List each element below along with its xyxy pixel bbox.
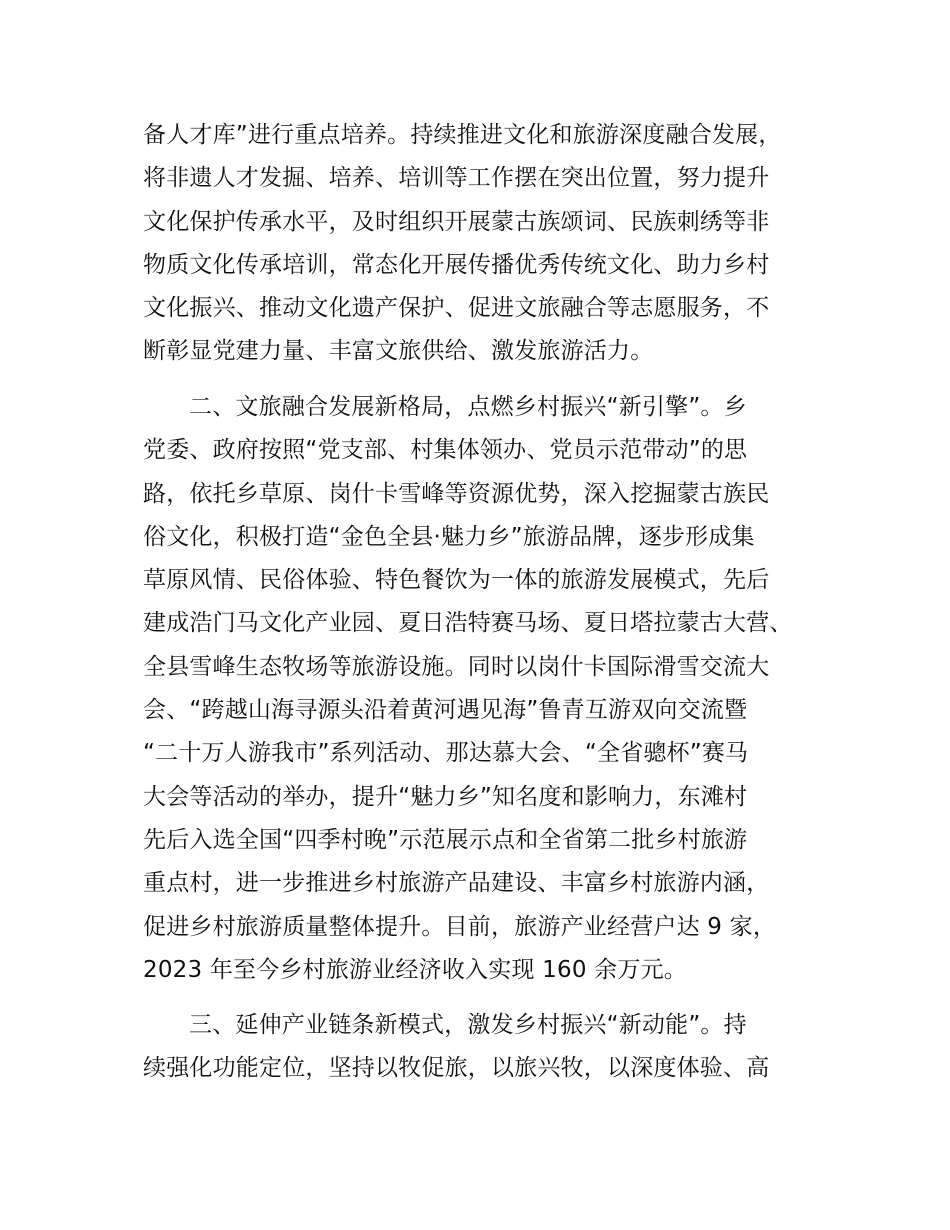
text-line: 物质文化传承培训，常态化开展传播优秀传统文化、助力乡村 (143, 251, 770, 278)
text-line: 将非遗人才发掘、培养、培训等工作摆在突出位置，努力提升 (143, 165, 770, 192)
text-line: 文化振兴、推动文化遗产保护、促进文旅融合等志愿服务，不 (143, 295, 770, 322)
text-line: 三、延伸产业链条新模式，激发乡村振兴“新动能”。持 (189, 1012, 747, 1038)
text-line: “二十万人游我市”系列活动、那达慕大会、“全省骢杯”赛马 (143, 740, 749, 767)
text-line: 党委、政府按照“党支部、村集体领办、党员示范带动”的思 (143, 437, 748, 464)
text-line: 先后入选全国“四季村晚”示范展示点和全省第二批乡村旅游 (143, 826, 748, 853)
text-line: 草原风情、民俗体验、特色餐饮为一体的旅游发展模式，先后 (143, 567, 770, 594)
text-line: 全县雪峰生态牧场等旅游设施。同时以岗什卡国际滑雪交流大 (143, 653, 770, 680)
text-line: 俗文化，积极打造“金色全县·魅力乡”旅游品牌，逐步形成集 (143, 523, 755, 550)
text-line: 会、“跨越山海寻源头沿着黄河遇见海”鲁青互游双向交流暨 (143, 697, 748, 724)
text-line: 重点村，进一步推进乡村旅游产品建设、丰富乡村旅游内涵， (143, 870, 770, 897)
text-line: 文化保护传承水平，及时组织开展蒙古族颂词、民族刺绣等非 (143, 208, 770, 235)
text-line: 大会等活动的举办，提升“魅力乡”知名度和影响力，东滩村 (143, 783, 748, 810)
text-line: 备人才库”进行重点培养。持续推进文化和旅游深度融合发展， (143, 122, 782, 148)
text-line: 建成浩门马文化产业园、夏日浩特赛马场、夏日塔拉蒙古大营、 (143, 610, 793, 637)
text-line: 续强化功能定位，坚持以牧促旅，以旅兴牧，以深度体验、高 (143, 1055, 770, 1082)
paragraph-2 (143, 386, 843, 992)
text-line: 促进乡村旅游质量整体提升。目前，旅游产业经营户达 9 家， (143, 913, 777, 940)
text-line: 二、文旅融合发展新格局，点燃乡村振兴“新引擎”。乡 (189, 394, 747, 420)
text-line: 2023 年至今乡村旅游业经济收入实现 160 余万元。 (143, 956, 687, 983)
text-line: 路，依托乡草原、岗什卡雪峰等资源优势，深入挖掘蒙古族民 (143, 480, 770, 507)
paragraph-3 (143, 1004, 843, 1091)
text-line: 断彰显党建力量、丰富文旅供给、激发旅游活力。 (143, 338, 654, 365)
paragraph-1 (143, 114, 843, 374)
